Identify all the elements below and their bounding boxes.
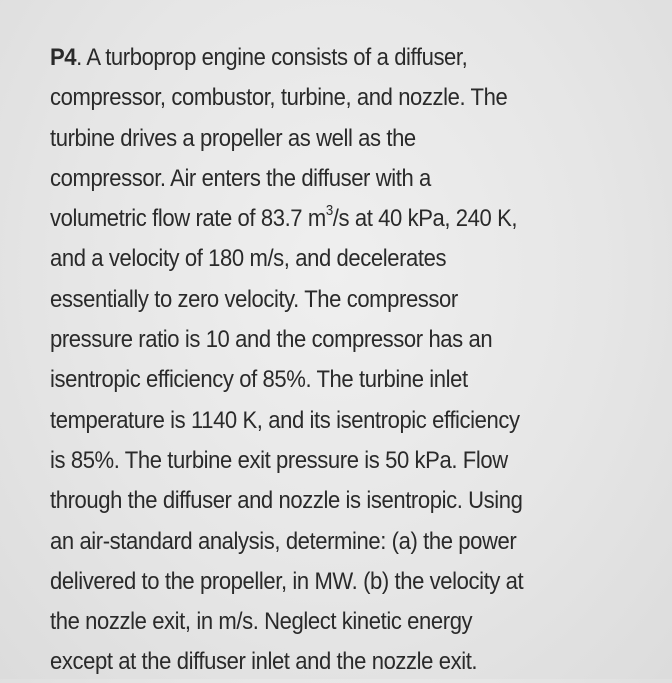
text-line-8: pressure ratio is 10 and the compressor has an: [50, 326, 493, 354]
text-line-10: temperature is 1140 K, and its isentropic efficiency: [50, 406, 520, 434]
text-line-12: through the diffuser and nozzle is isentropic. Using: [50, 487, 523, 515]
text-line-9: isentropic efficiency of 85%. The turbine inlet: [50, 366, 468, 394]
text-line-3: turbine drives a propeller as well as the: [50, 124, 416, 152]
text-line-7: essentially to zero velocity. The compressor: [50, 285, 458, 313]
flow-rate-text: volumetric flow rate of 83.7 m: [50, 205, 326, 233]
text-line-2: compressor, combustor, turbine, and nozzle. The: [50, 84, 508, 112]
line-1-text: . A turboprop engine consists of a diffuser,: [76, 44, 468, 71]
cubic-exponent: 3: [325, 203, 333, 220]
text-line-6: and a velocity of 180 m/s, and decelerates: [50, 245, 447, 273]
text-line-16: except at the diffuser inlet and the nozzle exit.: [50, 648, 478, 676]
problem-statement: [50, 38, 590, 683]
flow-rate-rest: /s at 40 kPa, 240 K,: [332, 205, 518, 233]
text-line-11: is 85%. The turbine exit pressure is 50 kPa. Flow: [50, 446, 508, 474]
text-line-4: compressor. Air enters the diffuser with a: [50, 164, 431, 192]
text-line-13: an air-standard analysis, determine: (a) the power: [50, 527, 517, 555]
text-line-5: [50, 199, 590, 239]
text-line-1: [50, 38, 590, 78]
text-line-15: the nozzle exit, in m/s. Neglect kinetic energy: [50, 608, 473, 636]
text-line-14: delivered to the propeller, in MW. (b) the velocity at: [50, 567, 524, 595]
problem-label: P4: [50, 44, 77, 71]
